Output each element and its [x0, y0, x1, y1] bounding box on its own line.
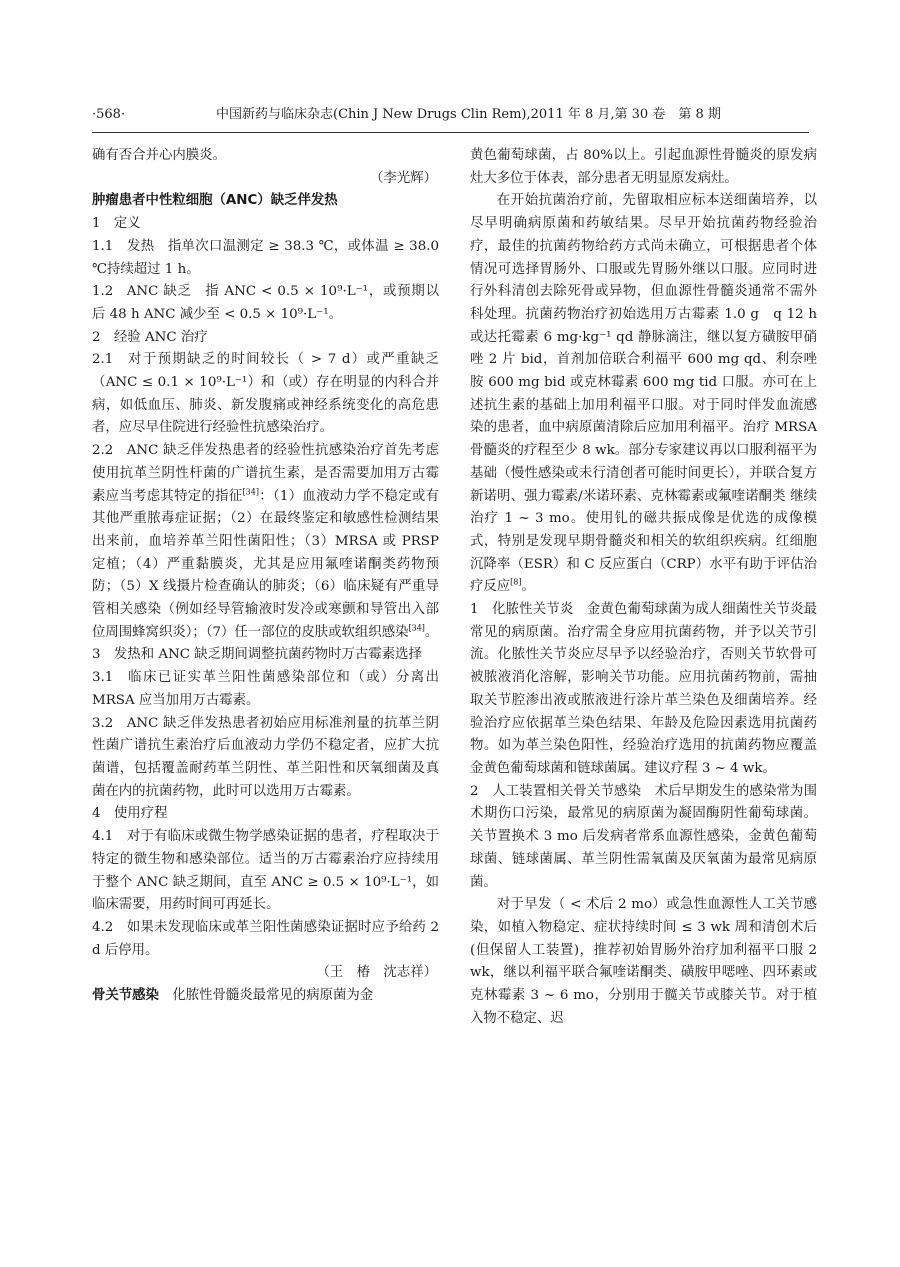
- subsection-number: 4.1: [92, 829, 114, 845]
- paragraph: 黄色葡萄球菌，占 80%以上。引起血源性骨髓炎的原发病灶大多位于体表，部分患者无明显原发病灶。: [470, 148, 817, 186]
- paragraph-text: 。: [521, 579, 535, 595]
- subsection-head: 人工装置相关骨关节感染: [491, 783, 642, 799]
- subsection-2-2: [92, 440, 439, 644]
- subsection-text: ANC 缺乏伴发热患者的经验性抗感染治疗首先考虑使用抗革兰阴性杆菌的广谱抗生素，是否需要加用万古霉素应当考虑其特定的指征: [92, 443, 439, 504]
- left-column: [92, 145, 439, 1008]
- subsection-number: 1.1: [92, 238, 114, 254]
- right-column: [470, 145, 817, 1030]
- paragraph: [470, 190, 817, 599]
- subsection-number: 2.1: [92, 352, 114, 368]
- subsection-number: 2.2: [92, 443, 114, 459]
- heading-number: 1: [92, 216, 101, 232]
- section-intro: [92, 985, 439, 1008]
- heading-text: 使用疗程: [113, 806, 168, 822]
- paragraph-text: 在开始抗菌治疗前，先留取相应标本送细菌培养，以尽早明确病原菌和药敏结果。尽早开始抗菌药物经验治疗，最佳的抗菌药物给药方式尚未确立，可根据患者个体情况可选择胃肠外、口服或先胃肠外继以口服。应同时进行外科清创去除死骨或异物，但血源性骨髓炎通常不需外科处理。抗菌药物治疗初始选用万古霉素 1.0 g q 12 h 或达托霉素 6 mg·kg⁻¹ qd 静脉滴注，继以复方磺胺甲硝唑 2 片 bid，首剂加倍联合利福平 600 mg qd、利奈唑胺 600 mg bid 或克林霉素 600 mg tid 口服。亦可在上述抗生素的基础上加用利福平口服。对于同时伴发血流感染的患者，血中病原菌清除后应加用利福平。治疗 MRSA 骨髓炎的疗程至少 8 wk。部分专家建议再以口服利福平为基础（慢性感染或未行清创者可能时间更长），并联合复方新诺明、强力霉素/米诺环素、克林霉素或氟喹诺酮类 继续治疗 1 ~ 3 mo。使用钆的磁共振成像是优选的成像模式，特别是发现早期骨髓炎和相关的软组织疾病。红细胞沉降率（ESR）和 C 反应蛋白（CRP）水平有助于评估治疗反应: [470, 193, 817, 595]
- section-title: 骨关节感染: [92, 988, 159, 1004]
- paragraph: 确有否合并心内膜炎。: [92, 148, 226, 163]
- citation-ref[interactable]: [34]: [242, 487, 259, 497]
- subsection-text: ：（1）血液动力学不稳定或有其他严重脓毒症证据；（2）在最终鉴定和敏感性检测结果出来前，血培养革兰阳性菌阳性；（3）MRSA 或 PRSP 定植；（4）严重黏膜炎，尤其是应用氟喹诺酮类药物预防；（5）X 线摄片检查确认的肺炎；（6）临床疑有严重导管相关感染（例如经导管输液时发冷或寒颤和导管出入部位周围蜂窝织炎）；（7）任一部位的皮肤或软组织感染: [92, 488, 439, 640]
- subsection-text: 对于有临床或微生物学感染证据的患者，疗程取决于特定的微生物和感染部位。适当的万古霉素治疗应持续用于整个 ANC 缺乏期间，直至 ANC ≥ 0.5 × 10⁹·L⁻¹，如临床需要，用药时间可再延长。: [92, 829, 439, 913]
- subsection-4-2: [92, 917, 439, 962]
- subsection-number: 3.2: [92, 715, 114, 731]
- author-credit: （王 椿 沈志祥）: [316, 965, 437, 981]
- section-title: 肿瘤患者中性粒细胞（ANC）缺乏伴发热: [92, 193, 338, 209]
- heading-1: [92, 213, 439, 236]
- subsection-text: 指 ANC < 0.5 × 10⁹·L⁻¹，或预期以后 48 h ANC 减少至 < 0.5 × 10⁹·L⁻¹。: [92, 284, 439, 322]
- author-credit: （李光辉）: [370, 170, 437, 186]
- journal-citation: 中国新药与临床杂志(Chin J New Drugs Clin Rem),2011 年 8 月,第 30 卷 第 8 期: [216, 107, 721, 122]
- subsection-3-1: [92, 667, 439, 712]
- subsection-number: 3.1: [92, 670, 114, 686]
- subsection-text: 临床已证实革兰阳性菌感染部位和（或）分离出 MRSA 应当加用万古霉素。: [92, 670, 439, 708]
- subsection-text: 如果未发现临床或革兰阳性菌感染证据时应予给药 2 d 后停用。: [92, 919, 439, 958]
- subsection-head: ANC 缺乏: [126, 284, 192, 300]
- heading-number: 2: [92, 329, 101, 345]
- subsection-1-2: [92, 281, 439, 326]
- subsection-head: 化脓性关节炎: [491, 602, 574, 618]
- heading-text: 经验 ANC 治疗: [113, 329, 208, 345]
- citation-ref[interactable]: [8]: [510, 577, 522, 587]
- page-number: ·568·: [92, 107, 126, 122]
- heading-number: 3: [92, 647, 101, 663]
- citation-ref[interactable]: [34]: [408, 623, 425, 633]
- heading-2: [92, 327, 439, 350]
- subsection-head: 发热: [126, 238, 155, 254]
- subsection-number: 2: [470, 783, 479, 799]
- heading-4: [92, 803, 439, 826]
- subsection-1-1: [92, 236, 439, 281]
- heading-3: [92, 644, 439, 667]
- heading-text: 定义: [113, 216, 141, 232]
- subsection-4-1: [92, 826, 439, 917]
- heading-number: 4: [92, 806, 101, 822]
- paragraph: 对于早发（ < 术后 2 mo）或急性血源性人工关节感染，如植入物稳定、症状持续时间 ≤ 3 wk 周和清创术后(但保留人工装置)，推荐初始胃肠外治疗加利福平口服 2 wk，继以利福平联合氟喹诺酮类、磺胺甲𫫇唑、四环素或克林霉素 3 ~ 6 mo，分别用于髋关节或膝关节。对于植入物不稳定、迟: [470, 897, 817, 1026]
- subsection-3-2: [92, 713, 439, 804]
- heading-text: 发热和 ANC 缺乏期间调整抗菌药物时万古霉素选择: [113, 647, 422, 663]
- subsection-text: 术后早期发生的感染常为围术期伤口污染，最常见的病原菌为凝固酶阴性葡萄球菌。关节置换术 3 mo 后发病者常系血源性感染，金黄色葡萄球菌、链球菌属、革兰阴性需氧菌及厌氧菌为最常见病原菌。: [470, 783, 818, 890]
- subsection-number: 4.2: [92, 919, 114, 935]
- subsection-text: 金黄色葡萄球菌为成人细菌性关节炎最常见的病原菌。治疗需全身应用抗菌药物，并予以关节引流。化脓性关节炎应尽早予以经验治疗，否则关节软骨可被脓液消化溶解，影响关节功能。应用抗菌药物前，需抽取关节腔渗出液或脓液进行涂片革兰染色及细菌培养。经验治疗应依据革兰染色结果、年龄及危险因素选用抗菌药物。如为革兰染色阳性，经验治疗选用的抗菌药物应覆盖金黄色葡萄球菌和链球菌属。建议疗程 3 ~ 4 wk。: [470, 602, 818, 776]
- subsection-2-1: [92, 349, 439, 440]
- subsection-number: 1.2: [92, 284, 114, 300]
- subsection-1: [470, 599, 817, 781]
- subsection-number: 1: [470, 602, 479, 618]
- subsection-2: [470, 781, 817, 895]
- subsection-text: 。: [424, 624, 439, 640]
- paragraph: 化脓性骨髓炎最常见的病原菌为金: [172, 988, 374, 1004]
- subsection-text: 对于预期缺乏的时间较长（ > 7 d）或严重缺乏（ANC ≤ 0.1 × 10⁹·L⁻¹）和（或）存在明显的内科合并病，如低血压、肺炎、新发腹痛或神经系统变化的高危患者，应尽早住院进行经验性抗感染治疗。: [92, 352, 439, 436]
- subsection-text: 指单次口温测定 ≥ 38.3 ℃，或体温 ≥ 38.0 ℃持续超过 1 h。: [92, 238, 439, 277]
- subsection-text: ANC 缺乏伴发热患者初始应用标准剂量的抗革兰阴性菌广谱抗生素治疗后血液动力学仍不稳定者，应扩大抗菌谱，包括覆盖耐药革兰阴性、革兰阳性和厌氧细菌及真菌在内的抗菌药物，此时可以选用万古霉素。: [92, 715, 439, 799]
- header-rule: [92, 132, 809, 133]
